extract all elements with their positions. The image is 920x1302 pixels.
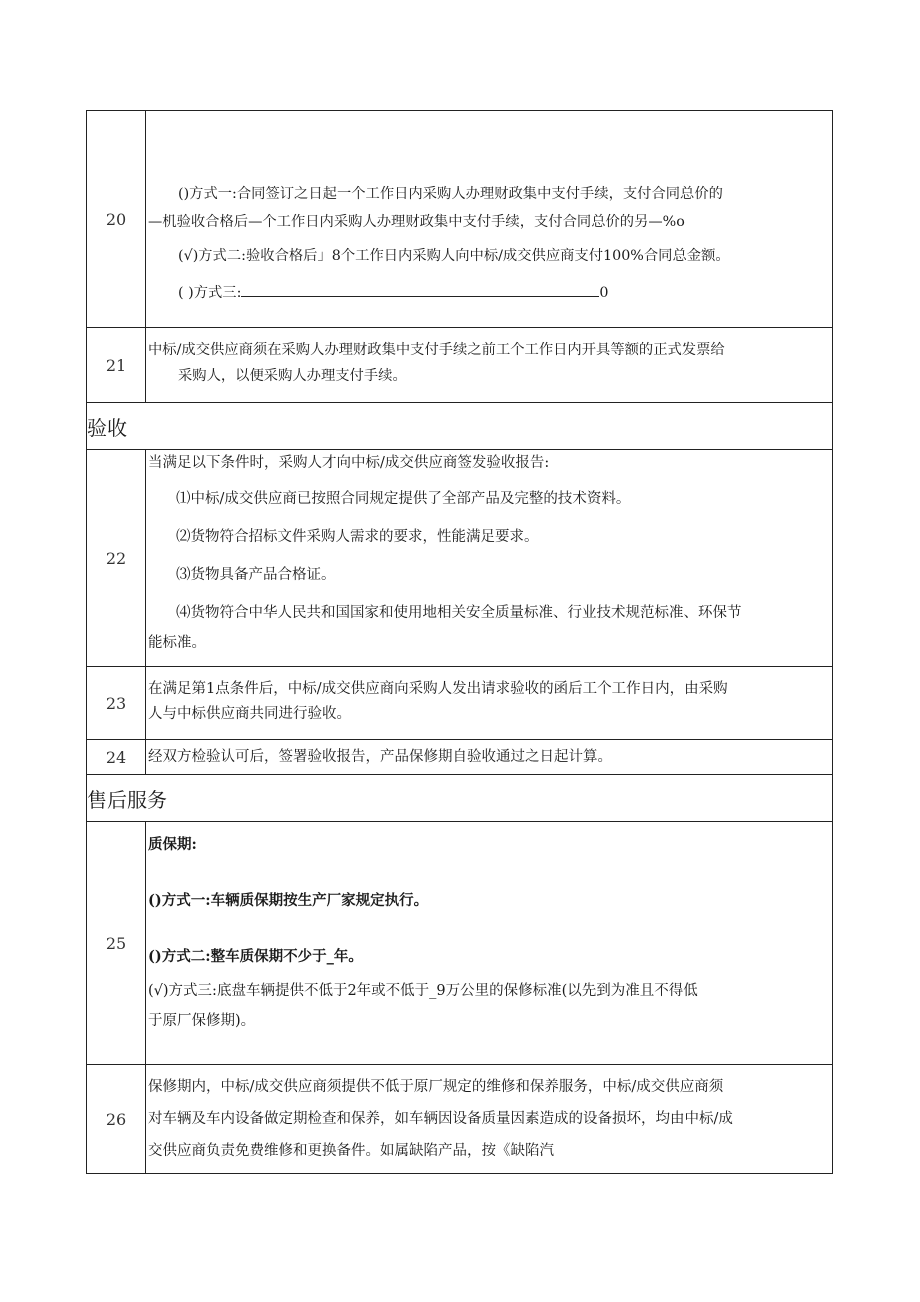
inspection-line2: 人与中标供应商共同进行验收。 (148, 706, 351, 722)
warranty-start-clause: 经双方检验认可后，签署验收报告，产品保修期自验收通过之日起计算。 (148, 749, 612, 765)
row-content (146, 328, 833, 403)
section-title: 验收 (87, 403, 833, 450)
payment-option-3 (146, 281, 832, 309)
invoice-clause-line1: 中标/成交供应商须在采购人办理财政集中支付手续之前工个工作日内开具等额的正式发票给 (148, 342, 725, 358)
warranty-option-2: ()方式二:整车质保期不少于_年。 (148, 948, 363, 965)
row-number: 25 (87, 822, 146, 1065)
row-content (146, 822, 833, 1065)
warranty-option-3: (√)方式三:底盘车辆提供不低于2年或不低于_9万公里的保修标准(以先到为准且不得低 (148, 983, 698, 999)
payment-option-1-cont: —机验收合格后—个工作日内采购人办理财政集中支付手续，支付合同总价的另—%o (148, 214, 685, 230)
warranty-option-3-cont: 于原厂保修期)。 (148, 1013, 256, 1029)
payment-option-3-label: ( )方式三: (178, 285, 242, 301)
row-number: 24 (87, 740, 146, 775)
section-header-acceptance (87, 403, 833, 450)
section-title: 售后服务 (87, 775, 833, 822)
table-row-25 (87, 822, 833, 1065)
row-content (146, 111, 833, 328)
acceptance-item-4: ⑷货物符合中华人民共和国国家和使用地相关安全质量标准、行业技术规范标准、环保节 (176, 605, 742, 621)
payment-option-3-suffix: 0 (599, 285, 609, 301)
table-row-26 (87, 1065, 833, 1174)
row-content (146, 450, 833, 667)
table-row-20 (87, 111, 833, 328)
table-row-21 (87, 328, 833, 403)
table-row-23 (87, 667, 833, 740)
row-content (146, 740, 833, 775)
section-header-after-sales (87, 775, 833, 822)
maintenance-line2: 对车辆及车内设备做定期检查和保养，如车辆因设备质量因素造成的设备损坏，均由中标/成 (148, 1111, 733, 1127)
invoice-clause-line2: 采购人，以便采购人办理支付手续。 (178, 368, 407, 384)
terms-table (86, 110, 833, 1174)
payment-option-2: (√)方式二:验收合格后」8个工作日内采购人向中标/成交供应商支付100%合同总金额。 (178, 248, 730, 264)
row-content (146, 667, 833, 740)
acceptance-item-3: ⑶货物具备产品合格证。 (176, 567, 336, 583)
row-number: 21 (87, 328, 146, 403)
row-number: 23 (87, 667, 146, 740)
warranty-title: 质保期: (148, 836, 197, 853)
maintenance-line3: 交供应商负责免费维修和更换备件。如属缺陷产品，按《缺陷汽 (148, 1143, 554, 1159)
maintenance-line1: 保修期内，中标/成交供应商须提供不低于原厂规定的维修和保养服务，中标/成交供应商须 (148, 1079, 724, 1095)
table-row-22 (87, 450, 833, 667)
contract-terms-sheet (86, 110, 833, 1174)
acceptance-intro: 当满足以下条件时，采购人才向中标/成交供应商签发验收报告: (148, 455, 550, 471)
payment-option-1: ()方式一:合同签订之日起一个工作日内采购人办理财政集中支付手续，支付合同总价的 (178, 186, 723, 202)
row-number: 22 (87, 450, 146, 667)
row-number: 20 (87, 111, 146, 328)
acceptance-item-4-cont: 能标准。 (148, 635, 206, 651)
inspection-line1: 在满足第1点条件后，中标/成交供应商向采购人发出请求验收的函后工个工作日内，由采购 (148, 681, 728, 697)
warranty-option-1: ()方式一:车辆质保期按生产厂家规定执行。 (148, 892, 429, 909)
table-row-24 (87, 740, 833, 775)
row-number: 26 (87, 1065, 146, 1174)
acceptance-item-1: ⑴中标/成交供应商已按照合同规定提供了全部产品及完整的技术资料。 (176, 491, 631, 507)
acceptance-item-2: ⑵货物符合招标文件采购人需求的要求，性能满足要求。 (176, 529, 539, 545)
blank-underline (241, 281, 599, 297)
row-content (146, 1065, 833, 1174)
